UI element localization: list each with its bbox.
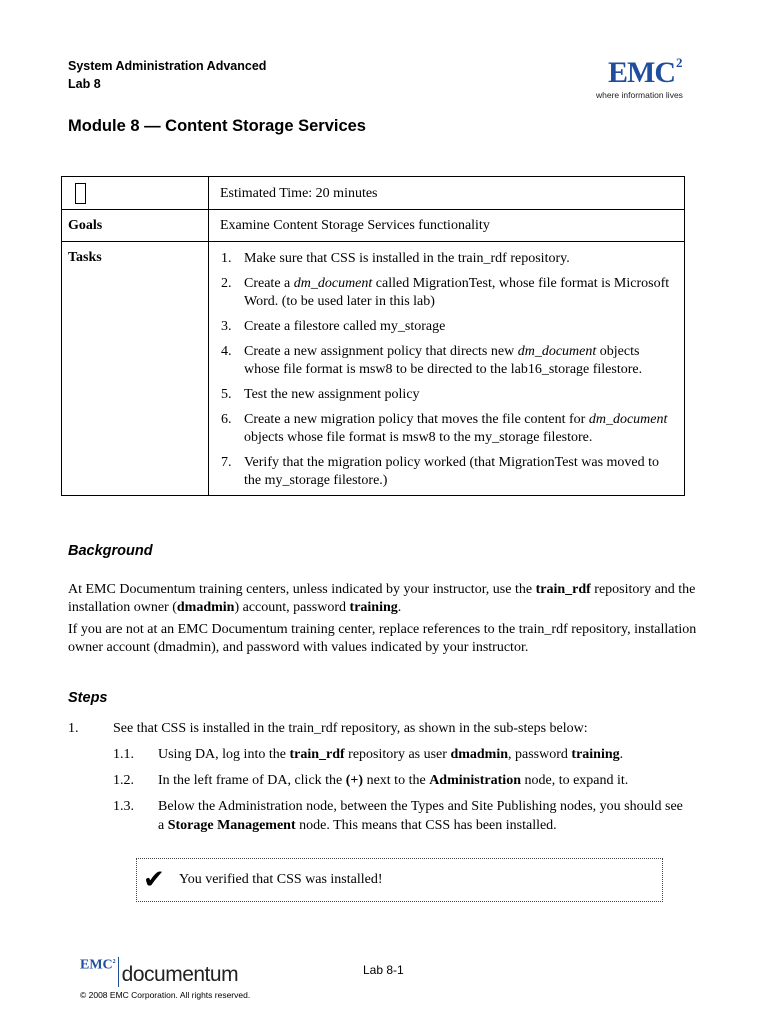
page-title: Module 8 — Content Storage Services	[68, 117, 366, 135]
bold-term: training	[349, 600, 398, 615]
text-run: At EMC Documentum training centers, unless indicated by your instructor, use the	[68, 582, 536, 597]
task-text	[244, 411, 673, 447]
footer-emc-text: EMC	[80, 957, 113, 973]
substep-1-3	[113, 797, 688, 835]
checkmark-icon: ✔	[143, 865, 165, 895]
goals-label: Goals	[62, 210, 209, 242]
emc-logo-sup: 2	[676, 55, 682, 70]
text-run: Create a new migration policy that moves the file content for	[244, 412, 589, 427]
text-run: called MigrationTest, whose file format is Microsoft Word. (to be used later in this lab)	[244, 276, 670, 309]
step-number: 1.	[68, 721, 79, 736]
goals-row	[62, 210, 685, 242]
task-text	[244, 250, 673, 268]
emc-logo	[596, 52, 706, 100]
background-heading: Background	[68, 543, 153, 559]
task-item	[220, 411, 673, 447]
text-run: Using DA, log into the	[158, 747, 290, 762]
background-paragraph-2	[68, 621, 708, 657]
text-run: next to the	[363, 773, 430, 788]
substep-number: 1.3.	[113, 799, 134, 814]
text-run: node, to expand it.	[520, 773, 629, 788]
substep-1-1	[113, 745, 688, 764]
italic-term: dm_document	[517, 344, 597, 359]
task-text	[244, 454, 673, 490]
text-run: In the left frame of DA, click the	[158, 773, 346, 788]
bold-term: training	[571, 747, 620, 762]
text-run: See that CSS is installed in the train_rdf repository, as shown in the sub-steps below:	[113, 721, 588, 736]
estimated-time: Estimated Time: 20 minutes	[209, 177, 685, 210]
bold-term: (+)	[345, 773, 364, 788]
text-run: .	[397, 600, 402, 615]
substep-1-2	[113, 771, 688, 790]
emc-tagline: where information lives	[596, 90, 683, 100]
task-number: 7.	[221, 455, 232, 470]
task-number: 4.	[221, 344, 232, 359]
italic-term: dm_document	[588, 412, 668, 427]
substep-number: 1.1.	[113, 747, 134, 762]
background-paragraph-1	[68, 581, 708, 617]
time-row	[62, 177, 685, 210]
task-item	[220, 386, 673, 404]
step-text	[113, 719, 588, 738]
tasks-row	[62, 242, 685, 496]
task-item	[220, 343, 673, 379]
lab-overview-table	[61, 176, 685, 496]
task-item	[220, 250, 673, 268]
task-number: 2.	[221, 276, 232, 291]
task-item	[220, 454, 673, 490]
documentum-logo	[80, 955, 238, 987]
substep-text	[158, 797, 688, 835]
verification-callout	[136, 858, 663, 902]
bold-term: Storage Management	[167, 818, 296, 833]
bold-term: dmadmin	[450, 747, 509, 762]
text-run: .	[619, 747, 624, 762]
task-number: 5.	[221, 387, 232, 402]
clock-placeholder-icon	[75, 183, 86, 204]
task-number: 3.	[221, 319, 232, 334]
task-list	[220, 250, 673, 490]
text-run: objects whose file format is msw8 to the my_storage filestore.	[244, 430, 593, 445]
documentum-wordmark: documentum	[121, 962, 239, 986]
step-1	[68, 719, 688, 738]
text-run: objects whose file format is msw8 to be directed to the lab16_storage filestore.	[244, 344, 643, 377]
text-run: Test the new assignment policy	[244, 387, 420, 402]
tasks-label: Tasks	[62, 242, 209, 496]
text-run: repository as user	[344, 747, 451, 762]
text-run: Make sure that CSS is installed in the train_rdf repository.	[244, 251, 570, 266]
text-run: If you are not at an EMC Documentum training center, replace references to the train_rdf repository, installation owner account (dmadmin), and password with values indicated by your instructor.	[68, 622, 697, 655]
substep-text	[158, 771, 628, 790]
lab-label: Lab 8	[68, 77, 101, 91]
goals-text: Examine Content Storage Services functionality	[209, 210, 685, 242]
text-run: ) account, password	[234, 600, 350, 615]
substep-text	[158, 745, 623, 764]
copyright: © 2008 EMC Corporation. All rights reserved.	[80, 990, 251, 1000]
text-run: , password	[508, 747, 572, 762]
bold-term: dmadmin	[176, 600, 235, 615]
task-item	[220, 318, 673, 336]
task-text	[244, 275, 673, 311]
emc-logo-text: EMC	[608, 56, 675, 89]
steps-heading: Steps	[68, 690, 108, 706]
text-run: repository and the installation owner (	[68, 582, 696, 615]
logo-divider	[118, 957, 119, 987]
text-run: Create a filestore called my_storage	[244, 319, 446, 334]
task-text	[244, 386, 673, 404]
text-run: Create a new assignment policy that directs new	[244, 344, 518, 359]
bold-term: train_rdf	[535, 582, 591, 597]
footer-emc-sup: 2	[112, 959, 116, 965]
task-number: 6.	[221, 412, 232, 427]
verification-text: You verified that CSS was installed!	[179, 872, 383, 887]
task-text	[244, 318, 673, 336]
text-run: Below the Administration node, between the Types and Site Publishing nodes, you should see a	[158, 799, 683, 833]
italic-term: dm_document	[293, 276, 373, 291]
page-number: Lab 8-1	[363, 963, 404, 977]
text-run: node. This means that CSS has been installed.	[295, 818, 557, 833]
task-item	[220, 275, 673, 311]
text-run: Create a	[244, 276, 294, 291]
substep-number: 1.2.	[113, 773, 134, 788]
task-number: 1.	[221, 251, 232, 266]
text-run: Verify that the migration policy worked (that MigrationTest was moved to the my_storage filestore.)	[244, 455, 660, 488]
task-text	[244, 343, 673, 379]
bold-term: train_rdf	[289, 747, 345, 762]
course-title: System Administration Advanced	[68, 59, 267, 73]
bold-term: Administration	[429, 773, 521, 788]
